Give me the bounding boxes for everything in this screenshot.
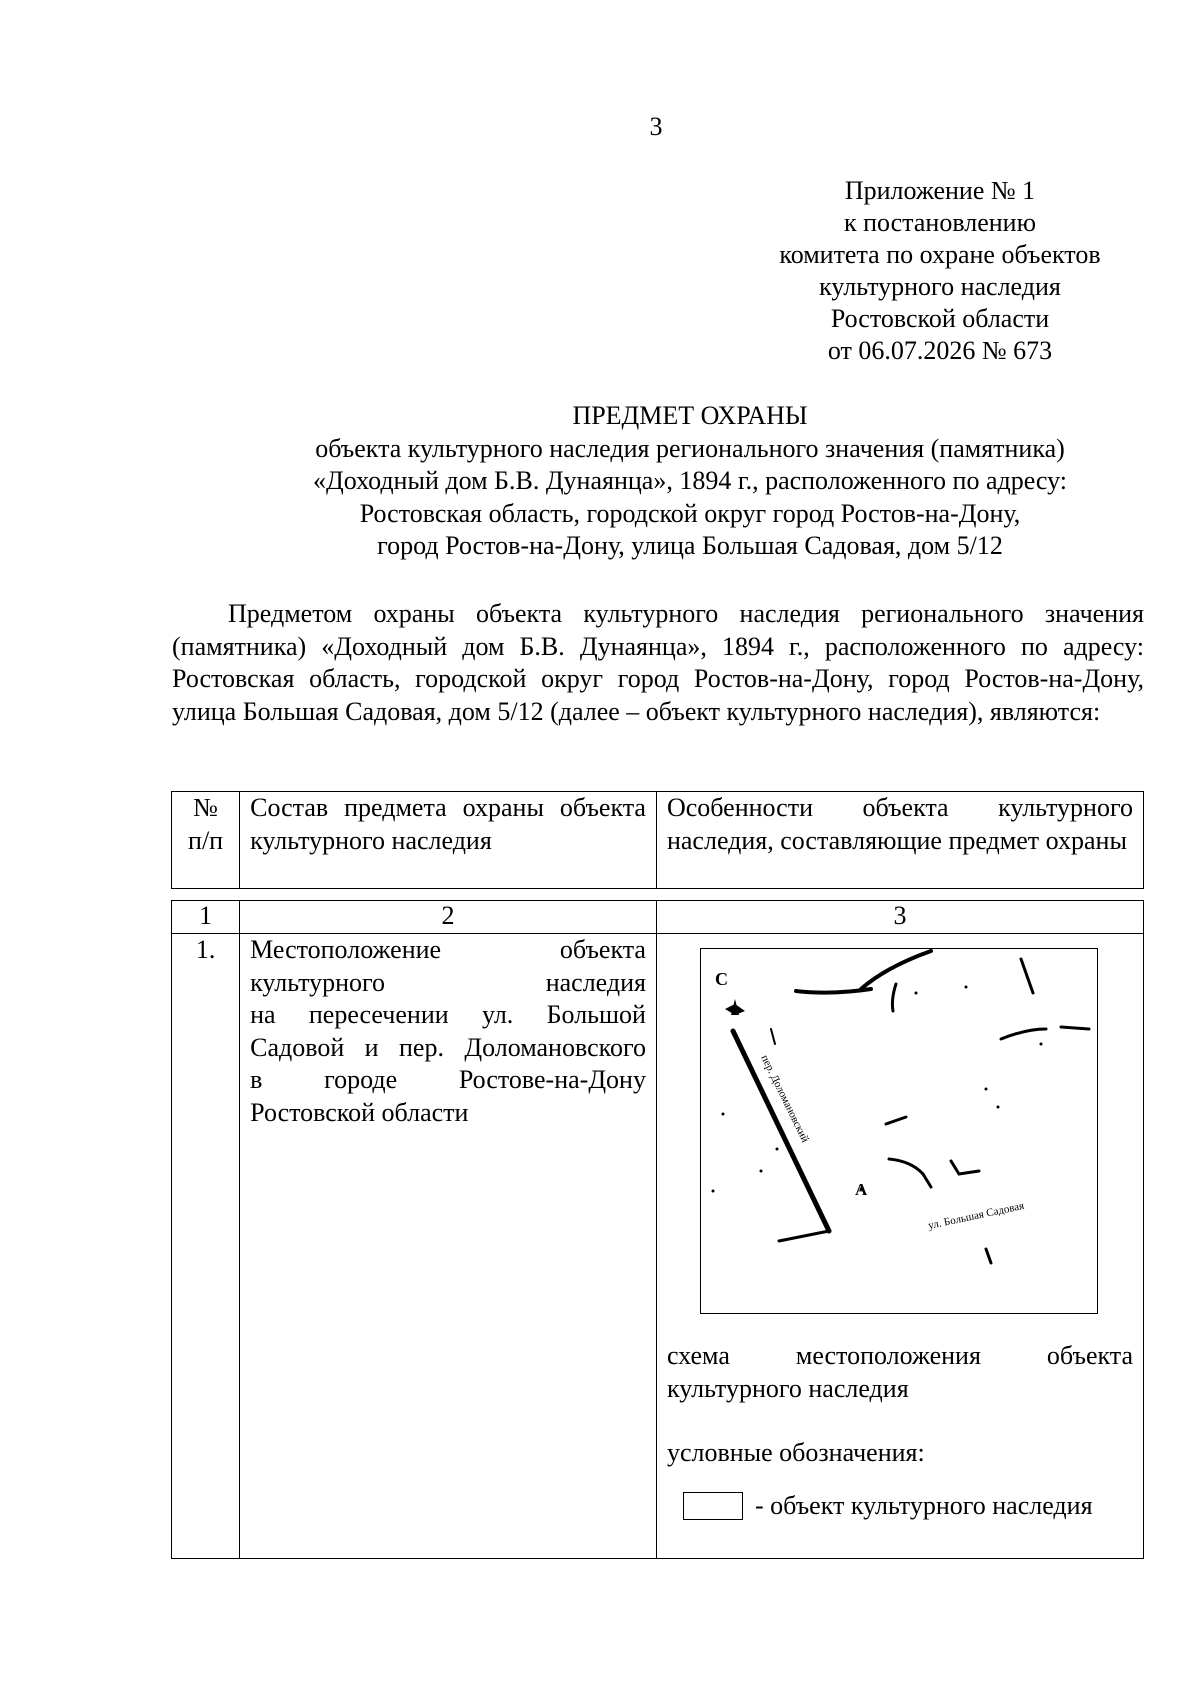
composition-line: Садовой и пер. Доломановского bbox=[250, 1032, 646, 1062]
composition-line: культурного наследия bbox=[250, 967, 646, 997]
appendix-block bbox=[740, 175, 1140, 367]
legend-item-label: - объект культурного наследия bbox=[754, 1490, 1093, 1520]
column-number: 1 bbox=[172, 901, 240, 934]
page-number: 3 bbox=[649, 112, 663, 141]
composition-line: на пересечении ул. Большой bbox=[250, 1000, 646, 1029]
appendix-line: от 06.07.2026 № 673 bbox=[827, 336, 1053, 365]
map-road bbox=[1061, 1027, 1089, 1029]
composition-line: Ростовской области bbox=[250, 1097, 469, 1127]
appendix-line: Приложение № 1 bbox=[844, 176, 1036, 205]
row-number: 1. bbox=[172, 934, 240, 1559]
table-row bbox=[172, 934, 1144, 1559]
map-street-main-label: ул. Большая Садовая bbox=[927, 1199, 1026, 1232]
header-composition: Состав предмета охраны объекта культурного наследия bbox=[240, 792, 657, 889]
map-road bbox=[892, 984, 896, 1011]
map-road bbox=[951, 1161, 979, 1174]
map-lane bbox=[733, 1031, 829, 1231]
title-line: Ростовская область, городской округ город Ростов-на-Дону, bbox=[359, 498, 1021, 528]
location-map bbox=[700, 948, 1098, 1314]
map-caption: схема местоположения объекта культурного наследия bbox=[666, 1341, 1133, 1403]
appendix-line: Ростовской области bbox=[830, 304, 1050, 333]
row-features bbox=[656, 934, 1143, 1559]
map-road bbox=[889, 1159, 923, 1174]
composition-line: Местоположение объекта bbox=[250, 935, 646, 964]
title-line: объекта культурного наследия регионального значения (памятника) bbox=[315, 433, 1065, 463]
appendix-line: к постановлению bbox=[843, 208, 1037, 237]
legend-swatch bbox=[683, 1492, 743, 1520]
row-composition bbox=[240, 934, 657, 1559]
protection-table bbox=[171, 900, 1144, 1559]
header-number: № п/п bbox=[172, 792, 240, 889]
legend-label: условные обозначения: bbox=[666, 1438, 925, 1467]
composition-line: в городе Ростове-на-Дону bbox=[250, 1065, 646, 1094]
map-object-label: А bbox=[854, 1180, 868, 1199]
map-north-label: С bbox=[714, 969, 728, 989]
legend-item bbox=[667, 1490, 1133, 1523]
map-drawing bbox=[701, 949, 1097, 1313]
intro-paragraph: Предметом охраны объекта культурного наследия регионального значения (памятника) «Доходный дом Б.В. Дунаянца», 1894 г., расположенного по адресу: Ростовская область, городской округ город Ростов-на-Дону, город Ростов-на-Дону, улица Большая Садовая, дом 5/12 (далее – объект культурного наследия), являются: bbox=[172, 599, 1144, 726]
title-line: «Доходный дом Б.В. Дунаянца», 1894 г., расположенного по адресу: bbox=[312, 466, 1067, 495]
column-number: 2 bbox=[240, 901, 657, 934]
appendix-line: культурного наследия bbox=[819, 272, 1061, 301]
column-number: 3 bbox=[656, 901, 1143, 934]
map-road bbox=[1021, 959, 1033, 993]
map-road bbox=[1001, 1029, 1046, 1039]
map-lane bbox=[779, 1231, 829, 1241]
map-road bbox=[771, 1029, 775, 1044]
appendix-line: комитета по охране объектов bbox=[779, 240, 1101, 269]
column-number-row bbox=[172, 901, 1144, 934]
header-features: Особенности объекта культурного наследия, составляющие предмет охраны bbox=[656, 792, 1143, 889]
map-street-lane-label: пер. Доломановский bbox=[758, 1053, 812, 1145]
map-road bbox=[923, 1174, 931, 1187]
table-header bbox=[171, 791, 1144, 889]
document-title bbox=[170, 400, 1200, 563]
title-heading: ПРЕДМЕТ ОХРАНЫ bbox=[572, 401, 808, 430]
map-road bbox=[886, 1117, 906, 1124]
title-line: город Ростов-на-Дону, улица Большая Садовая, дом 5/12 bbox=[377, 531, 1003, 560]
map-road bbox=[986, 1249, 991, 1263]
